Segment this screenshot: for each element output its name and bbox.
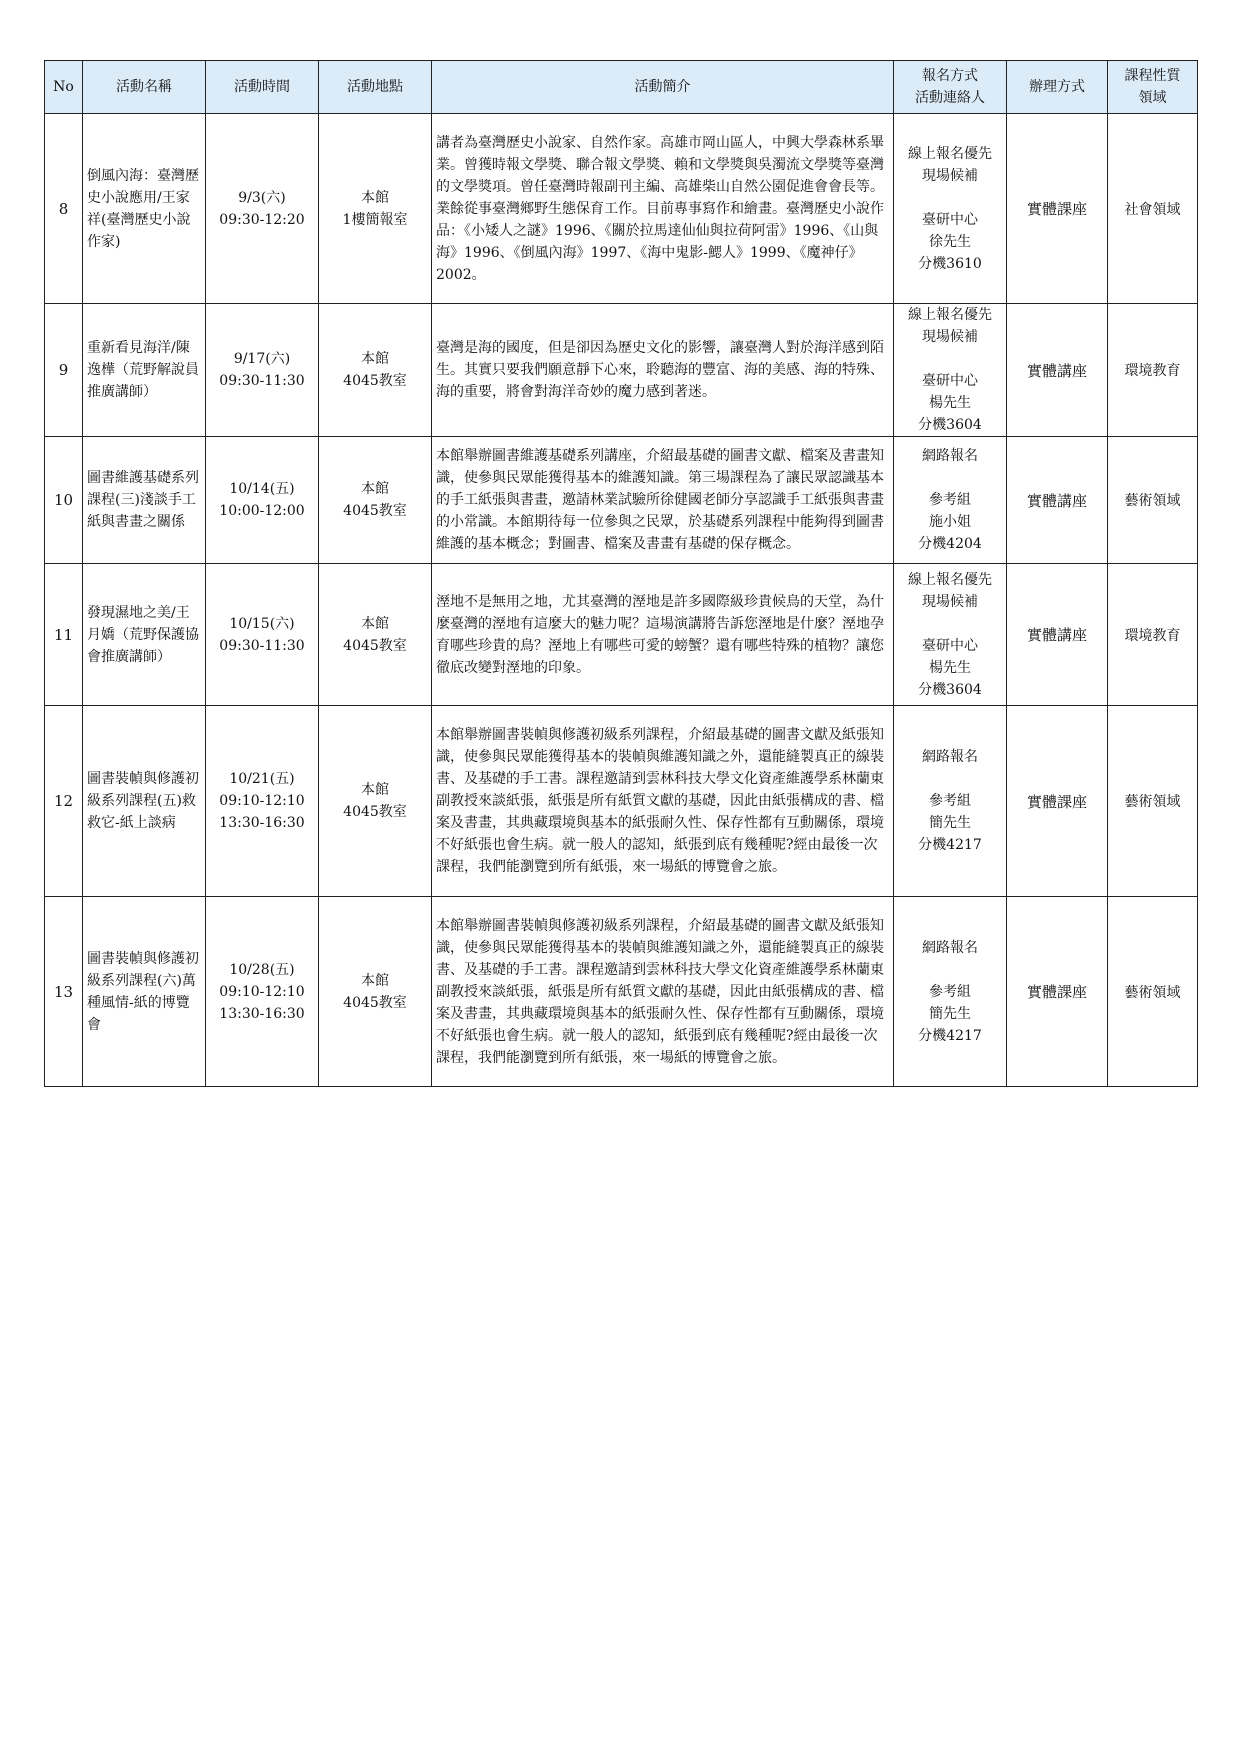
registration-contact-line: 線上報名優先 <box>908 571 992 588</box>
activity-time <box>206 706 319 897</box>
activity-time-line: 13:30-16:30 <box>219 1005 305 1022</box>
registration-contact-line: 楊先生 <box>929 659 971 676</box>
registration-contact-line <box>898 187 1002 209</box>
activity-place-line: 本館 <box>361 615 389 632</box>
header-place: 活動地點 <box>319 61 432 114</box>
activity-place-line: 本館 <box>361 782 389 798</box>
registration-contact <box>894 114 1007 304</box>
activity-description-text: 本館舉辦圖書維護基礎系列講座，介紹最基礎的圖書文獻、檔案及書畫知識，使參與民眾能獲得基本的維護知識。第三場課程為了讓民眾認識基本的手工紙張與書畫，邀請林業試驗所徐健國老師分享認識手工紙張與書畫的小常識。本館期待每一位參與之民眾，於基礎系列課程中能夠得到圖書維護的基本概念；對圖書、檔案及書畫有基礎的保存概念。 <box>436 448 884 552</box>
activity-time-line: 10/28(五) <box>229 961 295 978</box>
registration-contact <box>894 437 1007 564</box>
activity-place-line: 4045教室 <box>343 373 407 389</box>
activity-place-line: 本館 <box>361 189 389 206</box>
activity-time-line: 09:10-12:10 <box>219 983 305 1000</box>
registration-contact-line: 現場候補 <box>922 329 978 345</box>
registration-contact-line: 網路報名 <box>922 448 978 464</box>
activity-place-line: 4045教室 <box>343 804 407 820</box>
activity-time-line: 13:30-16:30 <box>219 815 305 831</box>
activity-place-line: 1樓簡報室 <box>342 211 408 228</box>
course-field: 環境教育 <box>1108 564 1198 706</box>
table-row <box>45 114 1198 304</box>
activity-time <box>206 114 319 304</box>
table-row <box>45 897 1198 1087</box>
activity-time-line: 10/21(五) <box>229 771 295 787</box>
header-field-line: 課程性質 <box>1124 68 1181 84</box>
activity-mode: 實體課座 <box>1007 114 1108 304</box>
activity-time-line: 09:30-11:30 <box>219 373 305 389</box>
activity-time-line: 9/3(六) <box>238 189 286 206</box>
registration-contact-line: 線上報名優先 <box>908 145 992 162</box>
activity-name: 圖書裝幀與修護初級系列課程(六)萬種風情-紙的博覽會 <box>83 897 206 1087</box>
activity-description <box>432 564 894 706</box>
activity-place-line: 本館 <box>361 972 389 989</box>
table-row <box>45 437 1198 564</box>
activity-place <box>319 114 432 304</box>
header-field-line: 領域 <box>1138 90 1167 106</box>
activity-time-line: 10/14(五) <box>229 481 295 497</box>
row-number: 10 <box>45 437 83 564</box>
activity-time-line: 09:30-12:20 <box>219 211 305 228</box>
activity-time-line: 10:00-12:00 <box>219 503 305 519</box>
table-row <box>45 706 1198 897</box>
registration-contact-line: 施小姐 <box>929 514 971 530</box>
registration-contact-line: 臺研中心 <box>922 373 978 389</box>
activity-time <box>206 564 319 706</box>
header-row <box>45 61 1198 114</box>
registration-contact-line: 分機3604 <box>918 681 982 698</box>
registration-contact <box>894 304 1007 437</box>
registration-contact-line: 分機4217 <box>918 1027 982 1044</box>
activity-place-line: 4045教室 <box>343 994 407 1011</box>
activity-name: 發現濕地之美/王月嬌（荒野保護協會推廣講師） <box>83 564 206 706</box>
header-mode: 辦理方式 <box>1007 61 1108 114</box>
activity-description <box>432 114 894 304</box>
activity-name: 倒風內海：臺灣歷史小說應用/王家祥(臺灣歷史小說作家) <box>83 114 206 304</box>
registration-contact-line: 網路報名 <box>922 749 978 765</box>
activity-time-line: 10/15(六) <box>229 615 295 632</box>
activity-time <box>206 437 319 564</box>
header-registration-line: 報名方式 <box>922 68 978 84</box>
row-number: 12 <box>45 706 83 897</box>
header-field <box>1108 61 1198 114</box>
activity-time <box>206 897 319 1087</box>
registration-contact-line <box>898 348 1002 370</box>
activity-mode: 實體講座 <box>1007 304 1108 437</box>
registration-contact-line: 簡先生 <box>929 1005 971 1022</box>
registration-contact-line: 現場候補 <box>922 167 978 184</box>
header-desc: 活動簡介 <box>432 61 894 114</box>
activity-place <box>319 304 432 437</box>
registration-contact-line: 網路報名 <box>922 939 978 956</box>
registration-contact <box>894 706 1007 897</box>
row-number: 8 <box>45 114 83 304</box>
course-field: 藝術領域 <box>1108 437 1198 564</box>
registration-contact-line: 現場候補 <box>922 593 978 610</box>
course-field: 藝術領域 <box>1108 706 1198 897</box>
course-field: 環境教育 <box>1108 304 1198 437</box>
activity-description <box>432 437 894 564</box>
registration-contact-line: 楊先生 <box>929 395 971 411</box>
activity-place <box>319 706 432 897</box>
activity-description-text: 講者為臺灣歷史小說家、自然作家。高雄市岡山區人，中興大學森林系畢業。曾獲時報文學獎、聯合報文學獎、賴和文學獎與吳濁流文學獎等臺灣的文學獎項。曾任臺灣時報副刊主編、高雄柴山自然公園促進會會長等。業餘從事臺灣鄉野生態保育工作。目前專事寫作和繪畫。臺灣歷史小說作品：《小矮人之謎》1996、《關於拉馬達仙仙與拉荷阿雷》1996、《山與海》1996、《倒風內海》1997、《海中鬼影-鰓人》1999、《魔神仔》2002。 <box>436 134 884 283</box>
row-number: 9 <box>45 304 83 437</box>
registration-contact <box>894 897 1007 1087</box>
registration-contact-line: 線上報名優先 <box>908 307 992 323</box>
header-time: 活動時間 <box>206 61 319 114</box>
registration-contact-line <box>898 959 1002 981</box>
activity-time-line: 9/17(六) <box>233 351 291 367</box>
activity-name: 重新看見海洋/陳逸樺（荒野解說員推廣講師） <box>83 304 206 437</box>
registration-contact-line <box>898 467 1002 489</box>
activity-time <box>206 304 319 437</box>
activity-description-text: 本館舉辦圖書裝幀與修護初級系列課程，介紹最基礎的圖書文獻及紙張知識，使參與民眾能獲得基本的裝幀與維護知識之外，還能縫製真正的線裝書、及基礎的手工書。課程邀請到雲林科技大學文化資產維護學系林蘭東副教授來談紙張，紙張是所有紙質文獻的基礎，因此由紙張構成的書、檔案及書畫，其典藏環境與基本的紙張耐久性、保存性都有互動關係，環境不好紙張也會生病。就一般人的認知，紙張到底有幾種呢?經由最後一次課程，我們能瀏覽到所有紙張，來一場紙的博覽會之旅。 <box>436 727 884 875</box>
registration-contact-line <box>898 768 1002 790</box>
activity-mode: 實體課座 <box>1007 897 1108 1087</box>
registration-contact-line: 分機3604 <box>918 417 982 433</box>
activity-place-line: 4045教室 <box>343 637 407 654</box>
registration-contact-line: 參考組 <box>929 793 971 809</box>
activity-place <box>319 564 432 706</box>
activity-name: 圖書裝幀與修護初級系列課程(五)救救它-紙上談病 <box>83 706 206 897</box>
course-field: 社會領域 <box>1108 114 1198 304</box>
activity-name: 圖書維護基礎系列課程(三)淺談手工紙與書畫之關係 <box>83 437 206 564</box>
registration-contact-line: 參考組 <box>929 492 971 508</box>
registration-contact <box>894 564 1007 706</box>
header-registration <box>894 61 1007 114</box>
activity-mode: 實體講座 <box>1007 437 1108 564</box>
table-row <box>45 564 1198 706</box>
header-name: 活動名稱 <box>83 61 206 114</box>
registration-contact-line: 分機4204 <box>918 536 982 552</box>
registration-contact-line: 簡先生 <box>929 815 971 831</box>
registration-contact-line: 臺研中心 <box>922 211 978 228</box>
activity-time-line: 09:10-12:10 <box>219 793 305 809</box>
registration-contact-line: 臺研中心 <box>922 637 978 654</box>
activity-schedule-table <box>44 60 1198 1087</box>
activity-mode: 實體課座 <box>1007 706 1108 897</box>
header-no: No <box>45 61 83 114</box>
activity-time-line: 09:30-11:30 <box>219 637 305 654</box>
activity-description-text: 溼地不是無用之地，尤其臺灣的溼地是許多國際級珍貴候鳥的天堂，為什麼臺灣的溼地有這麼大的魅力呢？這場演講將告訴您溼地是什麼？溼地孕育哪些珍貴的鳥？溼地上有哪些可愛的螃蟹？還有哪些特殊的植物？讓您徹底改變對溼地的印象。 <box>436 593 884 676</box>
registration-contact-line: 分機4217 <box>918 837 982 853</box>
activity-description-text: 臺灣是海的國度，但是卻因為歷史文化的影響，讓臺灣人對於海洋感到陌生。其實只要我們願意靜下心來，聆聽海的豐富、海的美感、海的特殊、海的重要，將會對海洋奇妙的魔力感到著迷。 <box>436 340 884 400</box>
registration-contact-line <box>898 613 1002 635</box>
activity-place-line: 本館 <box>361 481 389 497</box>
table-body <box>45 114 1198 1087</box>
course-field: 藝術領域 <box>1108 897 1198 1087</box>
activity-place <box>319 437 432 564</box>
table-row <box>45 304 1198 437</box>
header-registration-line: 活動連絡人 <box>915 90 985 106</box>
activity-place-line: 4045教室 <box>343 503 407 519</box>
activity-mode: 實體講座 <box>1007 564 1108 706</box>
activity-description <box>432 304 894 437</box>
activity-place-line: 本館 <box>361 351 389 367</box>
activity-description <box>432 897 894 1087</box>
activity-description-text: 本館舉辦圖書裝幀與修護初級系列課程，介紹最基礎的圖書文獻及紙張知識，使參與民眾能獲得基本的裝幀與維護知識之外，還能縫製真正的線裝書、及基礎的手工書。課程邀請到雲林科技大學文化資產維護學系林蘭東副教授來談紙張，紙張是所有紙質文獻的基礎，因此由紙張構成的書、檔案及書畫，其典藏環境與基本的紙張耐久性、保存性都有互動關係，環境不好紙張也會生病。就一般人的認知，紙張到底有幾種呢?經由最後一次課程，我們能瀏覽到所有紙張，來一場紙的博覽會之旅。 <box>436 917 884 1066</box>
registration-contact-line: 分機3610 <box>918 255 982 272</box>
activity-place <box>319 897 432 1087</box>
row-number: 11 <box>45 564 83 706</box>
activity-description <box>432 706 894 897</box>
row-number: 13 <box>45 897 83 1087</box>
registration-contact-line: 徐先生 <box>929 233 971 250</box>
registration-contact-line: 參考組 <box>929 983 971 1000</box>
